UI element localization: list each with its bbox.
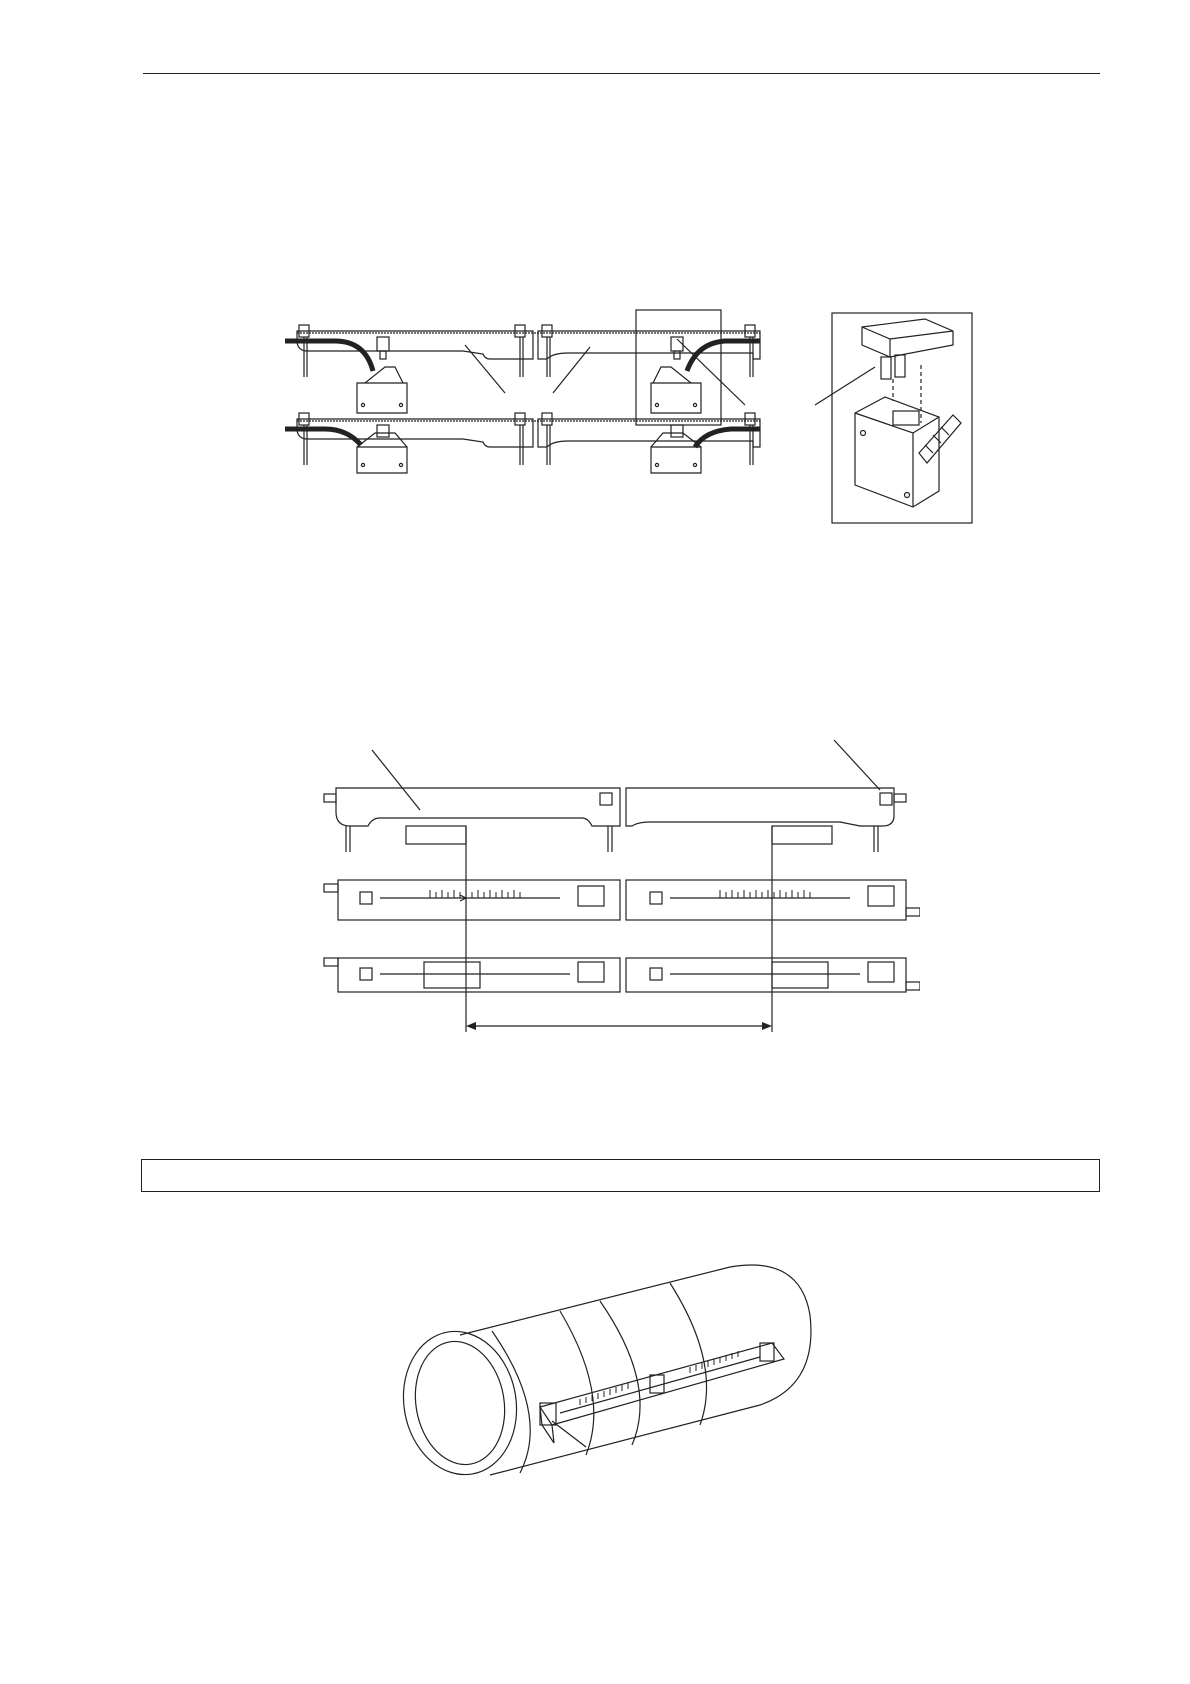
pipe-mounting-drawing [400,1255,840,1495]
figure-rail-transducer-assembly [285,305,985,530]
figure-rail-side-top-views [320,740,920,1035]
note-box [141,1159,1100,1192]
rail-views-drawing [320,740,920,1035]
figure-rails-on-pipe [400,1255,840,1495]
rail-assembly-drawing [285,305,985,530]
header-rule [143,73,1100,74]
